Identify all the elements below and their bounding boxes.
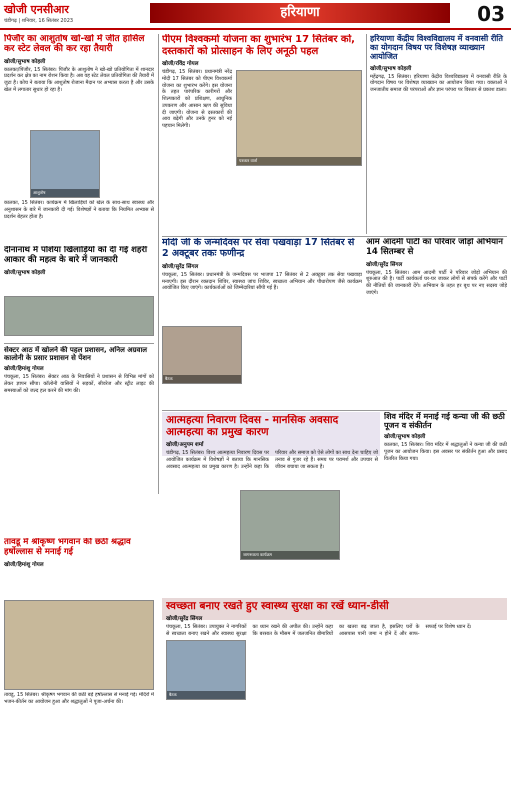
section-title: हरियाणा	[150, 3, 450, 23]
article-ashutosh-body-2	[4, 200, 154, 244]
photo-caption: बैठक	[167, 691, 245, 699]
byline: खोजी/सुभाष कोहली	[4, 58, 46, 65]
photo-caption: आशुतोष	[31, 189, 99, 197]
article-photo	[4, 600, 154, 690]
article-photo	[4, 296, 154, 336]
article-aap	[366, 238, 507, 408]
byline: खोजी/हिमांशु गोयल	[4, 366, 44, 373]
dateline: चंडीगढ़ | शनिवार, 16 सितंबर 2023	[4, 18, 74, 24]
brand-name: खोजी एनसीआर	[4, 3, 69, 16]
article-body: पंचकूला, 15 सितंबर। आम आदमी पार्टी ने परिवार जोड़ो अभियान की शुरुआत की है। पार्टी कार्यकर्ता घर-घर जाकर लोगों से संपर्क करेंगे और पार्टी की नीतियों की जानकारी देंगे। अभियान के तहत हर बूथ पर नए सदस्य जोड़े जाएंगे।	[366, 269, 507, 296]
article-sector-eight	[4, 346, 154, 536]
headline: शिव मंदिर में मनाई गई कन्या जी की छठी पूजन व संकीर्तन	[384, 412, 505, 431]
article-tavdu	[4, 538, 154, 598]
article-body: पंचकूला, 15 सितंबर। प्रधानमंत्री के जन्मदिवस पर भाजपा 17 सितंबर से 2 अक्टूबर तक सेवा पखवाड़ा मनाएगी। इस दौरान रक्तदान शिविर, स्वास्थ्य जांच शिविर, स्वच्छता अभियान और पौधारोपण जैसे कार्यक्रम आयोजित किए जाएंगे। कार्यकर्ताओं को जिम्मेदारियां सौंपी गई हैं।	[162, 271, 362, 292]
article-tavdu-body	[4, 692, 154, 792]
headline: सेक्टर आठ में खोलने की पहल प्रशासन, अनिल अग्रवाल कालोनी के प्रसार प्रशासन से पेंशन	[4, 346, 148, 363]
article-body: पंचकूला, 15 सितंबर। सेक्टर आठ के निवासियों ने प्रशासन से विभिन्न मांगों को लेकर ज्ञापन सौंपा। कॉलोनी वासियों ने सड़कों, सीवरेज और स्ट्रीट लाइट की समस्याओं को जल्द हल करने की मांग की।	[4, 374, 154, 394]
headline: पीएम विश्वकर्मा योजना का शुभारंभ 17 सितंबर को, दस्तकारों को प्रोत्साहन के लिए अनूठी पहल	[162, 34, 355, 57]
byline: खोजी/अनुपम शर्मा	[166, 442, 204, 449]
headline: आम आदमी पार्टी का परिवार जोड़ो अभियान 14 सितम्बर से	[366, 238, 503, 257]
article-body: तावडू, 15 सितंबर। श्रीकृष्ण भगवान की छठी बड़े हर्षोल्लास से मनाई गई। मंदिरों में भजन-कीर्तन का आयोजन हुआ और श्रद्धालुओं ने पूजा-अर्चना की।	[4, 692, 154, 705]
article-photo	[240, 490, 340, 560]
article-body: चंडीगढ़, 15 सितंबर। प्रधानमंत्री नरेंद्र मोदी 17 सितंबर को पीएम विश्वकर्मा योजना का शुभारंभ करेंगे। इस योजना के तहत पारंपरिक कारीगरों और शिल्पकारों को प्रशिक्षण, आधुनिक उपकरण और आसान ऋण की सुविधा दी जाएगी। योजना से दस्तकारों की आय बढ़ेगी और उनके हुनर को नई पहचान मिलेगी।	[162, 69, 232, 129]
headline: हरियाणा केंद्रीय विश्वविद्यालय में वनवासी रीति का योगदान विषय पर विशेषज्ञ व्याख्यान आयोजित	[370, 34, 503, 62]
photo-caption: जागरूकता कार्यक्रम	[241, 551, 339, 559]
headline: मोदी जी के जन्मदिवस पर सेवा पखवाड़ा 17 सितंबर से 2 अक्टूबर तकः फणीन्द्र	[162, 238, 355, 259]
photo-caption: बैठक	[163, 375, 241, 383]
article-body: महेंद्रगढ़, 15 सितंबर। हरियाणा केंद्रीय विश्वविद्यालय में वनवासी रीति के योगदान विषय पर विशेषज्ञ व्याख्यान का आयोजन किया गया। वक्ताओं ने जनजातीय समाज की परंपराओं और ज्ञान परंपरा पर विस्तार से प्रकाश डाला।	[370, 73, 507, 94]
article-body: कालका/पिंजौर, 15 सितंबर। पिंजौर के आशुतोष ने खो-खो प्रतियोगिता में शानदार प्रदर्शन कर क्षेत्र का नाम रोशन किया है। अब वह स्टेट लेवल प्रतियोगिता की तैयारी में जुटा है। कोच ने बताया कि आशुतोष रोजाना मैदान पर अभ्यास करता है और उसके खेल में लगातार सुधार हो रहा है।	[4, 66, 154, 93]
byline: खोजी/सुरेंद्र सिंगल	[366, 261, 403, 268]
byline: खोजी/सुरेंद्र सिंगल	[162, 263, 199, 270]
headline: दीनानाथ में पशिया खिलाड़ियों को दी गई शहरी आकार की महत्व के बारे में जानकारी	[4, 246, 148, 265]
photo-caption: पत्रकार वार्ता	[237, 157, 361, 165]
article-body: कालका, 15 सितंबर। कार्यक्रम में खिलाड़ियों को खेल के साथ-साथ स्वास्थ्य और अनुशासन के बारे में जानकारी दी गई। विशेषज्ञों ने बताया कि नियमित अभ्यास से प्रदर्शन बेहतर होता है।	[4, 200, 154, 220]
article-body: चंडीगढ़, 15 सितंबर। विश्व आत्महत्या निवारण दिवस पर आयोजित कार्यक्रम में विशेषज्ञों ने बताया कि मानसिक अवसाद आत्महत्या का प्रमुख कारण है। उन्होंने कहा कि परिवार और समाज को ऐसे लोगों का साथ देना चाहिए जो तनाव से गुजर रहे हैं। समय पर परामर्श और उपचार से जीवन बचाया जा सकता है।	[166, 450, 378, 470]
byline: खोजी/सुभाष कोहली	[4, 269, 46, 276]
byline: खोजी/सुरेंद्र सिंगल	[166, 616, 203, 623]
article-photo	[162, 326, 242, 384]
page-number: 03	[477, 2, 505, 26]
headline: तावडू में श्रीकृष्ण भगवान की छठी श्रद्धाव हर्षोल्लास से मनाई गई	[4, 538, 131, 557]
byline: खोजी/रविंद्र गोयल	[162, 61, 199, 67]
article-body: कालका, 15 सितंबर। शिव मंदिर में श्रद्धालुओं ने कन्या जी की छठी पूजन का आयोजन किया। इस अवसर पर संकीर्तन हुआ और प्रसाद वितरित किया गया।	[384, 442, 507, 462]
article-photo	[166, 640, 246, 700]
headline: स्वच्छता बनाए रखते हुए स्वास्थ्य सुरक्षा का रखें ध्यान-डीसी	[166, 600, 389, 612]
article-photo	[30, 130, 100, 198]
masthead	[0, 0, 511, 30]
headline: आत्महत्या निवारण दिवस - मानसिक अवसाद आत्महत्या का प्रमुख कारण	[166, 414, 339, 439]
article-hcu	[370, 34, 507, 234]
byline: खोजी/हिमांशु गोयल	[4, 561, 44, 568]
byline: खोजी/सुभाष कोहली	[384, 434, 426, 441]
article-shiv-mandir	[384, 412, 507, 592]
article-photo	[236, 70, 362, 166]
headline: पिंजौर का आशुतोष खो-खो में जीत हासिल कर स्टेट लेवल की कर रहा तैयारी	[4, 34, 145, 55]
byline: खोजी/सुभाष कोहली	[370, 65, 412, 72]
article-body: पंचकूला, 15 सितंबर। उपायुक्त ने नागरिकों से स्वच्छता बनाए रखने और स्वास्थ्य सुरक्षा का ध्यान रखने की अपील की। उन्होंने कहा कि बरसात के मौसम में जलजनित बीमारियों का खतरा बढ़ जाता है, इसलिए घरों के आसपास पानी जमा न होने दें और साफ-सफाई पर विशेष ध्यान दें।	[166, 624, 472, 637]
